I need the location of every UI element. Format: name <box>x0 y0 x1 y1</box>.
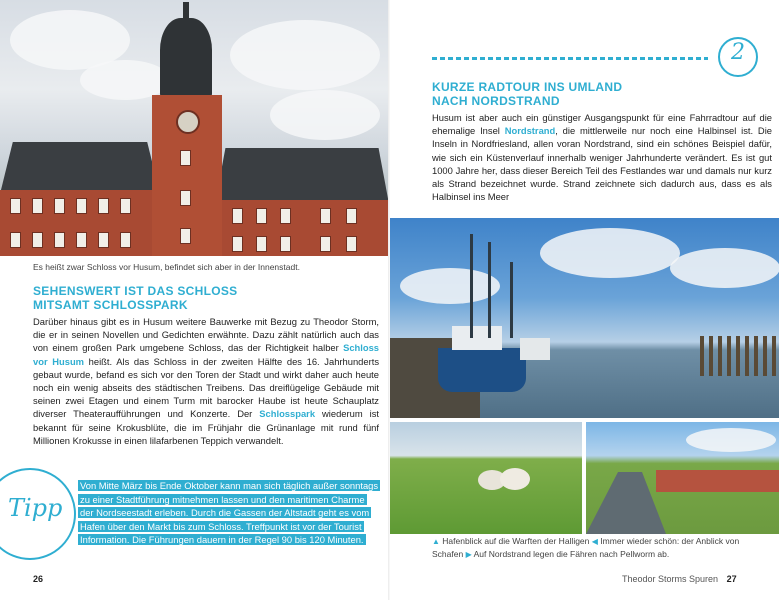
triangle-left-icon: ◀ <box>591 537 598 546</box>
tipp-box <box>78 479 380 547</box>
heading-right-line-2: NACH NORDSTRAND <box>432 94 560 108</box>
nordstrand-photo <box>586 422 779 534</box>
photo-captions <box>432 535 772 561</box>
caption-sheep: Immer wieder schön: der Anblick von Schafen <box>432 536 740 559</box>
page-number-left: 26 <box>33 574 44 584</box>
section-heading <box>33 284 238 312</box>
running-footer <box>622 574 737 584</box>
heading-line-2: MITSAMT SCHLOSSPARK <box>33 298 188 312</box>
body-right-part-1: Husum ist aber auch ein günstiger Ausgangspunkt für eine Fahrradtour auf die ehemalige Insel <box>432 112 772 137</box>
link-schlosspark[interactable]: Schlosspark <box>259 408 316 420</box>
footer-title: Theodor Storms Spuren <box>622 574 719 584</box>
page-number-right: 27 <box>726 574 737 584</box>
body-text-part-2: heißt. Als das Schloss in der zweiten Hälfte des 16. Jahrhunderts gebaut wurde, befand es sich vor den Toren der Stadt und wirkt daher auch heute noch ein wenig abseits des städtischen Treibens. Das dreiflügelige Gebäude mit seinen zwei Etagen und einem Turm mit barocker Haube ist heute Schauplatz diverser Theateraufführungen und Konzerte. Der <box>33 355 380 420</box>
body-text-part-3: wiederum ist bekannt für seine Krokusblüte, die im Frühjahr die Grünanlage mit rund fünf Millionen Krokusse in einen lilafarbenen Teppich verwandelt. <box>33 408 379 446</box>
tipp-text: Von Mitte März bis Ende Oktober kann man sich täglich außer sonntags zu einer Stadtführung mitnehmen lassen und den maritimen Charme der Nordseestadt erleben. Durch die Gassen der Altstadt geht es vom Hafen über den Markt bis zum Schloss. Treffpunkt ist vor der Tourist Information. Die Führungen dauern in der Regel 90 bis 120 Minuten. <box>80 480 379 546</box>
body-right-part-2: , die mittlerweile nur noch eine Halbinsel ist. Die Inseln in Nordfriesland, allen voran Nordstrand, sind ein schönes Beispiel dafür, wie sich ein Küstenverlauf innerhalb weniger Jahrhunderte verändert. Es ist gut 1000 Jahre her, dass dieser Bereich Teil des Festlandes war und damals nur kurz als Strand bezeichnet wurde. Strand zeichnete sich dadurch aus, dass es als Halbinsel ins Meer <box>432 125 772 203</box>
triangle-right-icon: ▶ <box>465 550 472 559</box>
castle-photo <box>0 0 389 256</box>
dotted-divider <box>432 57 708 60</box>
caption-harbor: Hafenblick auf die Warften der Halligen <box>442 536 590 546</box>
tipp-label: Tipp <box>8 494 63 522</box>
right-page <box>390 0 779 600</box>
body-text-right <box>432 111 772 203</box>
harbor-photo <box>390 218 779 418</box>
left-page <box>0 0 389 600</box>
heading-line-1: SEHENSWERT IST DAS SCHLOSS <box>33 284 238 298</box>
section-number: 2 <box>731 40 745 65</box>
body-text-part-1: Darüber hinaus gibt es in Husum weitere Bauwerke mit Bezug zu Theodor Storm, die er in seinen Novellen und Gedichten erwähnte. Dazu zählt natürlich auch das von einem großen Park umgebene Schloss, das der Richtigkeit halber <box>33 316 379 354</box>
section-heading-right <box>432 80 622 108</box>
body-text <box>33 315 379 447</box>
sheep-photo <box>390 422 582 534</box>
link-schloss-vor-husum[interactable]: Schloss vor Husum <box>33 342 380 367</box>
caption-ferry: Auf Nordstrand legen die Fähren nach Pellworm ab. <box>473 549 670 559</box>
photo-caption: Es heißt zwar Schloss vor Husum, befindet sich aber in der Innenstadt. <box>33 262 300 272</box>
link-nordstrand[interactable]: Nordstrand <box>504 125 556 137</box>
triangle-up-icon: ▲ <box>432 537 440 546</box>
heading-right-line-1: KURZE RADTOUR INS UMLAND <box>432 80 623 94</box>
